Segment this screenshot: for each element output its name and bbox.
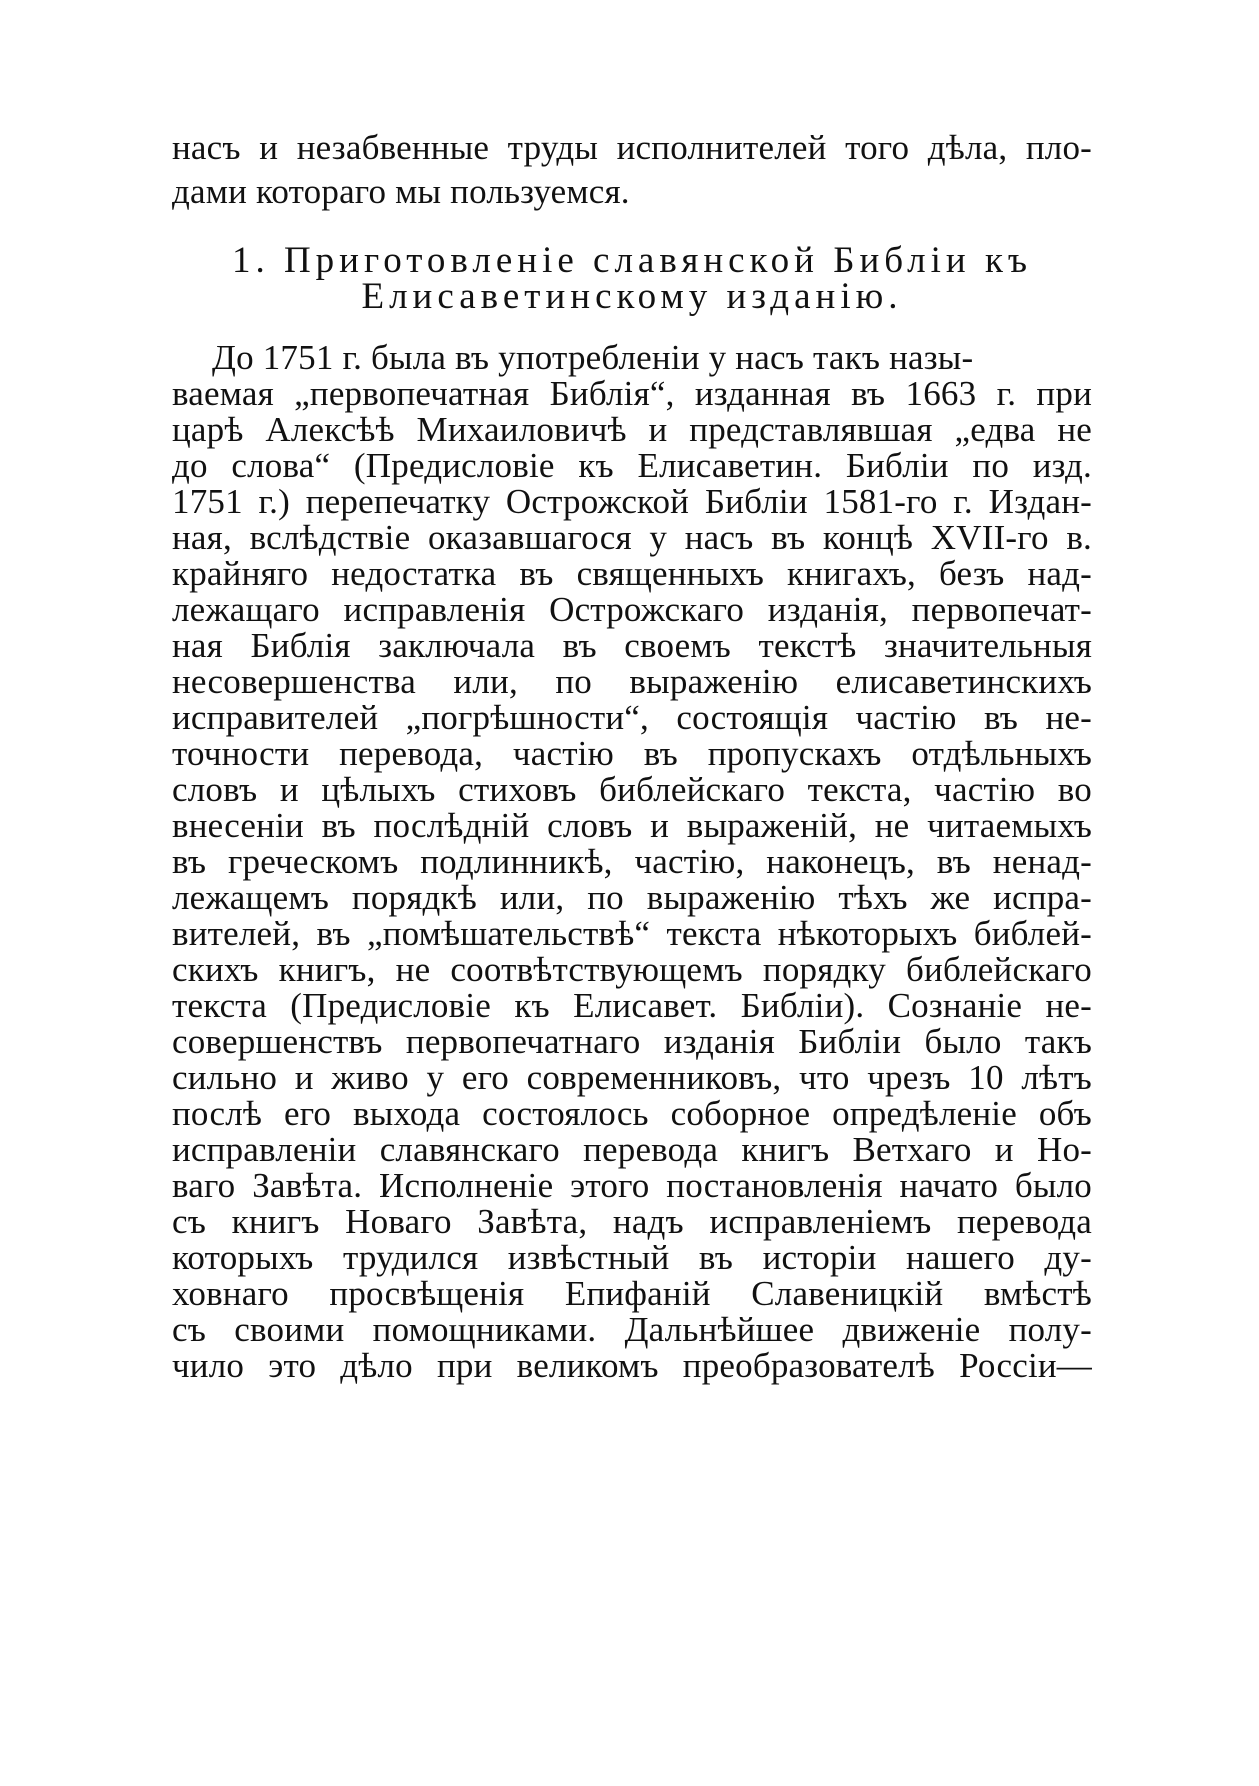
paragraph-line: ная Библія заключала въ своемъ текстѣ значительныя [172, 626, 1092, 665]
paragraph-line: текста (Предисловіе къ Елисавет. Библіи). Сознаніе не- [172, 986, 1092, 1025]
paragraph-line: которыхъ трудился извѣстный въ исторіи нашего ду- [172, 1238, 1092, 1277]
paragraph-line: 1751 г.) перепечатку Острожской Библіи 1581-го г. Издан- [172, 482, 1092, 521]
paragraph-line: ваго Завѣта. Исполненіе этого постановленія начато было [172, 1166, 1092, 1205]
paragraph-line: чило это дѣло при великомъ преобразователѣ Россіи— [172, 1346, 1092, 1385]
paragraph-line: точности перевода, частію въ пропускахъ отдѣльныхъ [172, 734, 1092, 773]
section-heading-line-1: 1. Приготовленіе славянской Библіи къ [231, 240, 1033, 281]
paragraph-line: съ своими помощниками. Дальнѣйшее движеніе полу- [172, 1310, 1092, 1349]
paragraph-line: исправителей „погрѣшности“, состоящія частію въ не- [172, 698, 1092, 737]
paragraph-line: сильно и живо у его современниковъ, что чрезъ 10 лѣтъ [172, 1058, 1092, 1097]
paragraph-line: скихъ книгъ, не соотвѣтствующемъ порядку библейскаго [172, 950, 1092, 989]
paragraph-line: до слова“ (Предисловіе къ Елисаветин. Библіи по изд. [172, 446, 1092, 485]
paragraph-line: ховнаго просвѣщенія Епифаній Славеницкій вмѣстѣ [172, 1274, 1092, 1313]
paragraph-line: совершенствъ первопечатнаго изданія Библіи было такъ [172, 1022, 1092, 1061]
intro-line-1: насъ и незабвенные труды исполнителей того дѣла, пло- [172, 128, 1092, 167]
paragraph-line: послѣ его выхода состоялось соборное опредѣленіе объ [172, 1094, 1092, 1133]
paragraph-line: внесеніи въ послѣдній словъ и выраженій, не читаемыхъ [172, 806, 1092, 845]
paragraph-line: съ книгъ Новаго Завѣта, надъ исправленіемъ перевода [172, 1202, 1092, 1241]
intro-line-2: дами котораго мы пользуемся. [172, 172, 630, 211]
paragraph-line: царѣ Алексѣѣ Михаиловичѣ и представлявшая „едва не [172, 410, 1092, 449]
paragraph-line: ваемая „первопечатная Библія“, изданная въ 1663 г. при [172, 374, 1092, 413]
paragraph-line: въ греческомъ подлинникѣ, частію, наконецъ, въ ненад- [172, 842, 1092, 881]
section-heading-line-2: Елисаветинскому изданію. [361, 276, 903, 317]
paragraph-line: вителей, въ „помѣшательствѣ“ текста нѣкоторыхъ библей- [172, 914, 1092, 953]
paragraph-line: исправленіи славянскаго перевода книгъ Ветхаго и Но- [172, 1130, 1092, 1169]
paragraph-line: словъ и цѣлыхъ стиховъ библейскаго текста, частію во [172, 770, 1092, 809]
paragraph-line: несовершенства или, по выраженію елисаветинскихъ [172, 662, 1092, 701]
paragraph-line: ная, вслѣдствіе оказавшагося у насъ въ концѣ XVII-го в. [172, 518, 1092, 557]
paragraph-line: До 1751 г. была въ употребленіи у насъ такъ назы- [212, 338, 974, 377]
paragraph-line: лежащемъ порядкѣ или, по выраженію тѣхъ же испра- [172, 878, 1092, 917]
paragraph-line: лежащаго исправленія Острожскаго изданія, первопечат- [172, 590, 1092, 629]
paragraph-line: крайняго недостатка въ священныхъ книгахъ, безъ над- [172, 554, 1092, 593]
